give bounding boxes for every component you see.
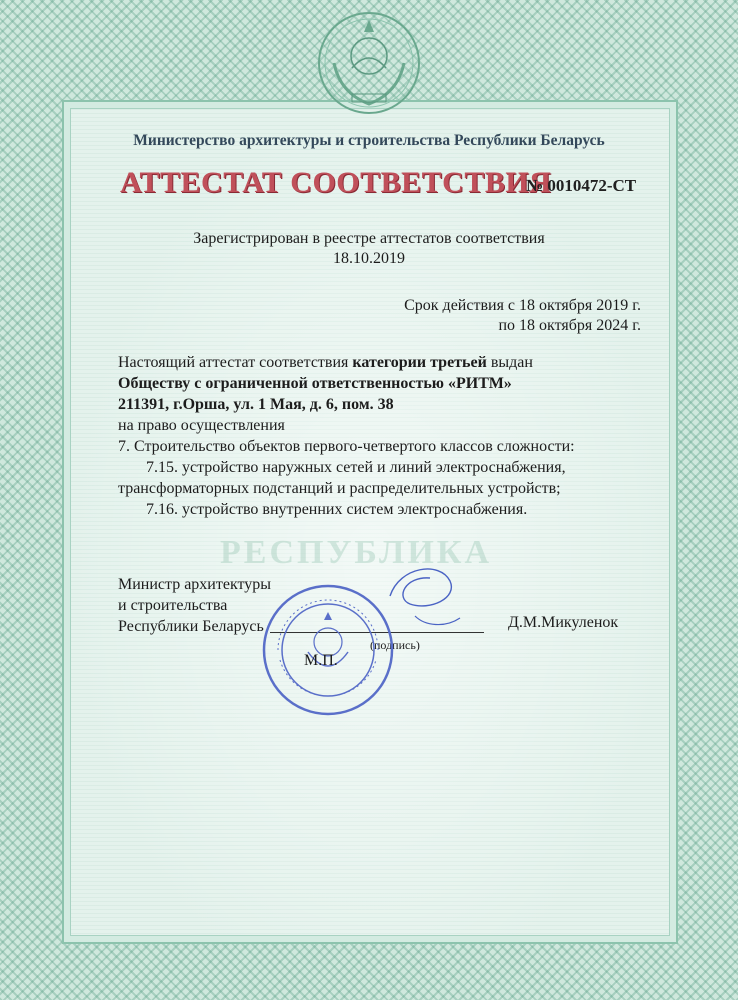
signatory-line3: Республики Беларусь [118, 618, 264, 635]
signatory-line2: и строительства [118, 597, 228, 614]
certificate-inner-panel [62, 100, 678, 944]
item-7-16: 7.16. устройство внутренних систем электроснабжения. [146, 501, 528, 518]
ministry-heading: Министерство архитектуры и строительства Республики Беларусь [133, 132, 605, 149]
company-name: Обществу с ограниченной ответственностью «РИТМ» [118, 375, 512, 392]
validity-from: Срок действия с 18 октября 2019 г. [404, 297, 641, 314]
validity-to: по 18 октября 2024 г. [498, 317, 641, 334]
certificate-body [118, 352, 658, 520]
signatory-title [118, 574, 271, 637]
certificate-title: АТТЕСТАТ СООТВЕТСТВИЯ [120, 166, 552, 199]
signer-name: Д.М.Микуленок [508, 614, 619, 631]
official-seal-icon [258, 580, 398, 720]
intro-suffix: выдан [486, 354, 533, 371]
background-watermark: РЕСПУБЛИКА [220, 534, 493, 571]
item-7-15-line2: трансформаторных подстанций и распределительных устройств; [118, 480, 561, 497]
intro-line [118, 352, 658, 373]
category-text: категории третьей [352, 354, 487, 371]
certificate-number: № 0010472-СТ [526, 176, 637, 195]
company-address: 211391, г.Орша, ул. 1 Мая, д. 6, пом. 38 [118, 396, 394, 413]
item-7: 7. Строительство объектов первого-четвертого классов сложности: [118, 438, 575, 455]
intro-prefix: Настоящий аттестат соответствия [118, 354, 353, 371]
signature-caption: (подпись) [370, 638, 420, 652]
signatory-line1: Министр архитектуры [118, 576, 272, 593]
registry-text: Зарегистрирован в реестре аттестатов соответствия [193, 230, 545, 247]
right-to-text: на право осуществления [118, 417, 285, 434]
registry-date: 18.10.2019 [333, 250, 405, 267]
item-7-15-line1: 7.15. устройство наружных сетей и линий электроснабжения, [146, 459, 566, 476]
seal-place-label: М.П. [304, 652, 338, 669]
state-emblem-icon [314, 8, 424, 118]
